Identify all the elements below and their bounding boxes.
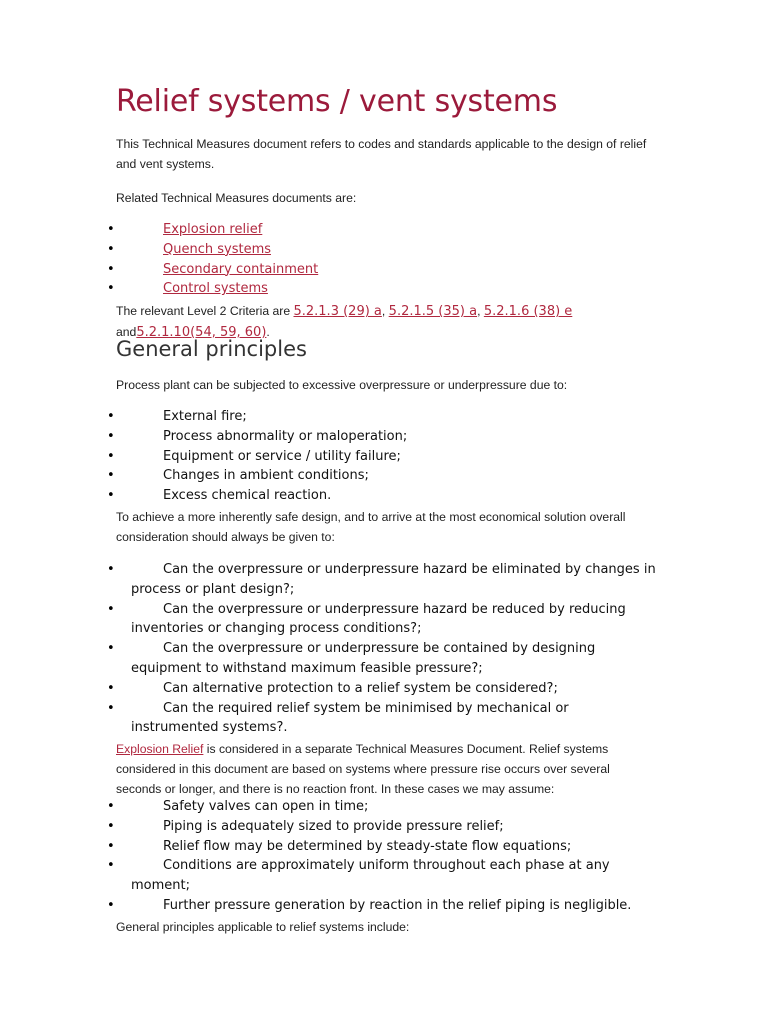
bullet-icon: • (107, 799, 115, 814)
considerations-list (0, 560, 768, 738)
list-item: • Piping is adequately sized to provide pressure relief; (0, 817, 768, 837)
explosion-relief-text: is considered in a separate Technical Measures Document. Relief systems considered in this document are based on systems where pressure rise occurs over several seconds or longer, and there is no reaction front. In these cases we may assume: (116, 742, 610, 796)
criteria-link-5-2-1-3[interactable]: 5.2.1.3 (29) a (293, 304, 382, 319)
section-heading-general-principles: General principles (116, 337, 307, 361)
bullet-icon: • (107, 241, 115, 257)
bullet-icon: • (107, 222, 115, 237)
link-explosion-relief[interactable]: Explosion relief (163, 222, 263, 237)
list-item: • Can alternative protection to a relief system be considered?; (0, 679, 768, 699)
bullet-icon: • (107, 838, 115, 854)
criteria-and-text: and (116, 325, 137, 339)
bullet-icon: • (107, 428, 115, 444)
process-intro: Process plant can be subjected to excessive overpressure or underpressure due to: (116, 378, 568, 392)
closing-paragraph: General principles applicable to relief systems include: (116, 920, 410, 934)
criteria-prefix: The relevant Level 2 Criteria are (116, 304, 294, 318)
bullet-icon: • (107, 680, 115, 696)
bullet-icon: • (107, 261, 115, 277)
list-item (0, 260, 768, 280)
link-control-systems[interactable]: Control systems (163, 281, 268, 297)
link-secondary-containment[interactable]: Secondary containment (163, 261, 319, 277)
bullet-icon: • (107, 601, 115, 617)
list-item: • External fire; (0, 407, 768, 427)
list-item: • Excess chemical reaction. (0, 486, 768, 506)
list-item (0, 220, 768, 240)
bullet-icon: • (107, 409, 115, 424)
bullet-icon: • (107, 858, 115, 874)
list-item: • Relief flow may be determined by steady-state flow equations; (0, 837, 768, 857)
list-item: • Safety valves can open in time; (0, 797, 768, 817)
list-item: • Can the overpressure or underpressure be contained by designing equipment to withstand maximum feasible pressure?; (107, 641, 596, 676)
bullet-icon: • (107, 818, 115, 834)
bullet-icon: • (107, 897, 115, 913)
criteria-link-5-2-1-10[interactable]: 5.2.1.10(54, 59, 60) (136, 325, 267, 340)
list-item: • Equipment or service / utility failure; (0, 447, 768, 467)
assumptions-list (0, 797, 768, 916)
link-quench-systems[interactable]: Quench systems (163, 241, 271, 257)
page-title: Relief systems / vent systems (116, 84, 558, 119)
bullet-icon: • (107, 468, 115, 484)
bullet-icon: • (107, 641, 115, 657)
bullet-icon: • (107, 562, 115, 577)
link-explosion-relief-inline[interactable]: Explosion Relief (116, 742, 204, 756)
bullet-icon: • (107, 281, 115, 297)
criteria-link-5-2-1-6[interactable]: 5.2.1.6 (38) e (483, 304, 573, 319)
list-item: • Can the required relief system be minimised by mechanical or instrumented systems?. (107, 700, 569, 736)
bullet-icon: • (107, 700, 115, 716)
causes-list (0, 407, 768, 506)
criteria-suffix: . (266, 325, 270, 339)
explosion-relief-paragraph (116, 739, 656, 799)
bullet-icon: • (107, 488, 115, 504)
list-item: • Conditions are approximately uniform throughout each phase at any moment; (107, 858, 610, 894)
safe-design-paragraph: To achieve a more inherently safe design, and to arrive at the most economical solution overall consideration should always be given to: (116, 510, 626, 544)
list-item: • Can the overpressure or underpressure hazard be eliminated by changes in process or plant design?; (107, 562, 656, 597)
list-item (0, 279, 768, 299)
list-item: • Changes in ambient conditions; (0, 466, 768, 486)
list-item: • Process abnormality or maloperation; (0, 427, 768, 447)
criteria-separator: , (381, 304, 389, 318)
related-intro: Related Technical Measures documents are: (116, 191, 357, 205)
criteria-link-5-2-1-5[interactable]: 5.2.1.5 (35) a (388, 304, 478, 319)
bullet-icon: • (107, 448, 115, 464)
list-item (0, 240, 768, 260)
related-links-list (0, 220, 768, 299)
criteria-separator: , (477, 304, 484, 318)
intro-paragraph: This Technical Measures document refers to codes and standards applicable to the design of relief and vent systems. (116, 137, 647, 171)
list-item: • Further pressure generation by reaction in the relief piping is negligible. (0, 896, 768, 916)
list-item: • Can the overpressure or underpressure hazard be reduced by reducing inventories or changing process conditions?; (107, 601, 626, 637)
